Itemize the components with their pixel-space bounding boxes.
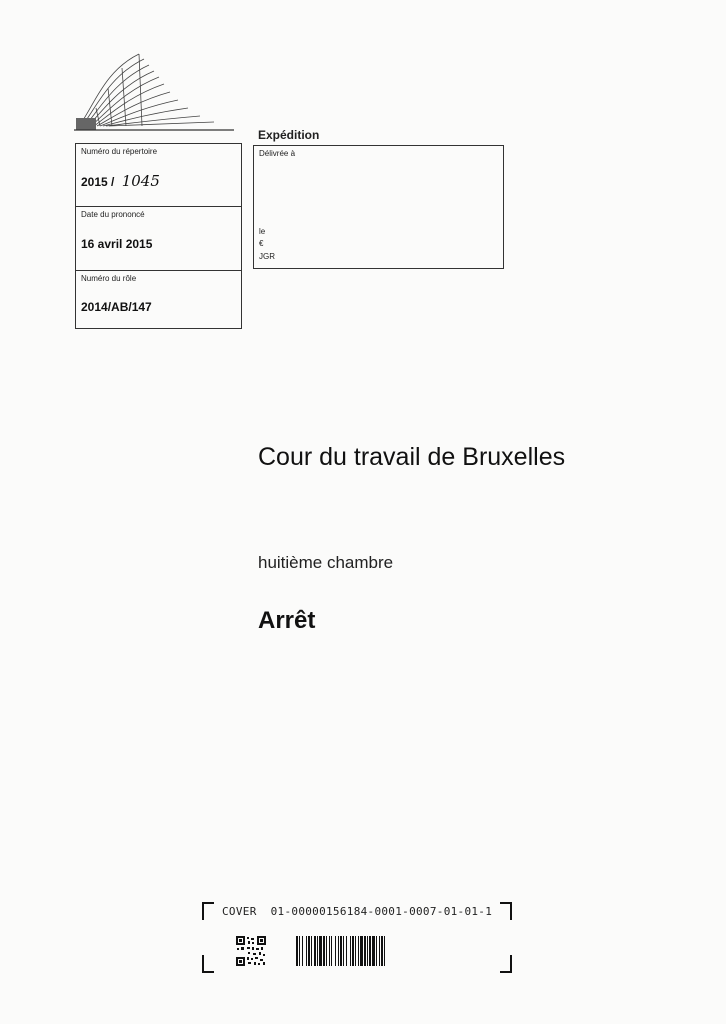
barcode-bar <box>346 936 347 966</box>
barcode-bar <box>308 936 310 966</box>
barcode-bar <box>352 936 354 966</box>
barcode-bar <box>372 936 375 966</box>
barcode-bar <box>331 936 332 966</box>
qr-code <box>235 935 267 967</box>
barcode-bar <box>369 936 371 966</box>
barcode-bar <box>350 936 351 966</box>
barcode-bar <box>319 936 322 966</box>
repertoire-cell <box>76 144 241 206</box>
cover-label: COVER <box>222 905 257 918</box>
delivered-label: Délivrée à <box>259 149 296 158</box>
role-label: Numéro du rôle <box>81 274 137 283</box>
repertoire-label: Numéro du répertoire <box>81 147 158 156</box>
barcode-bar <box>302 936 303 966</box>
barcode-bar <box>326 936 327 966</box>
barcode-bar <box>355 936 356 966</box>
court-logo <box>74 46 236 134</box>
barcode-bar <box>367 936 368 966</box>
barcode-bar <box>340 936 342 966</box>
repertoire-handwritten: 1045 <box>121 172 160 190</box>
case-info-box <box>75 143 242 329</box>
repertoire-prefix: 2015 / <box>81 175 115 189</box>
barcode-bar <box>360 936 363 966</box>
barcode-bar <box>343 936 344 966</box>
barcode-bar <box>296 936 298 966</box>
barcode-bar <box>364 936 366 966</box>
scan-corner-bottom-left <box>202 955 214 973</box>
scan-corner-bottom-right <box>500 955 512 973</box>
barcode-bar <box>338 936 339 966</box>
expedition-box <box>253 145 504 269</box>
cover-line <box>222 905 492 918</box>
barcode-bar <box>329 936 330 966</box>
pronounce-cell <box>76 206 241 270</box>
cover-code: 01-00000156184-0001-0007-01-01-1 <box>270 905 493 918</box>
pronounce-label: Date du prononcé <box>81 210 145 219</box>
barcode-bar <box>379 936 380 966</box>
le-label: le <box>259 227 266 236</box>
expedition-title: Expédition <box>258 128 320 142</box>
barcode-bar <box>314 936 316 966</box>
barcode-bar <box>299 936 300 966</box>
barcode-bar <box>335 936 336 966</box>
barcode-bar <box>306 936 307 966</box>
repertoire-number <box>81 172 160 190</box>
barcode <box>296 936 460 966</box>
jgr-label: JGR <box>259 252 275 261</box>
barcode-bar <box>358 936 359 966</box>
barcode-bar <box>317 936 318 966</box>
pronounce-date: 16 avril 2015 <box>81 237 153 251</box>
document-type: Arrêt <box>258 607 316 634</box>
barcode-bar <box>381 936 383 966</box>
role-number: 2014/AB/147 <box>81 300 152 314</box>
scan-corner-top-left <box>202 902 214 920</box>
barcode-bar <box>311 936 312 966</box>
barcode-bar <box>323 936 325 966</box>
barcode-bar <box>384 936 385 966</box>
court-name: Cour du travail de Bruxelles <box>258 443 566 471</box>
chamber-name: huitième chambre <box>258 553 394 572</box>
scan-corner-top-right <box>500 902 512 920</box>
euro-label: € <box>259 239 264 248</box>
barcode-bar <box>376 936 377 966</box>
role-cell <box>76 270 241 329</box>
